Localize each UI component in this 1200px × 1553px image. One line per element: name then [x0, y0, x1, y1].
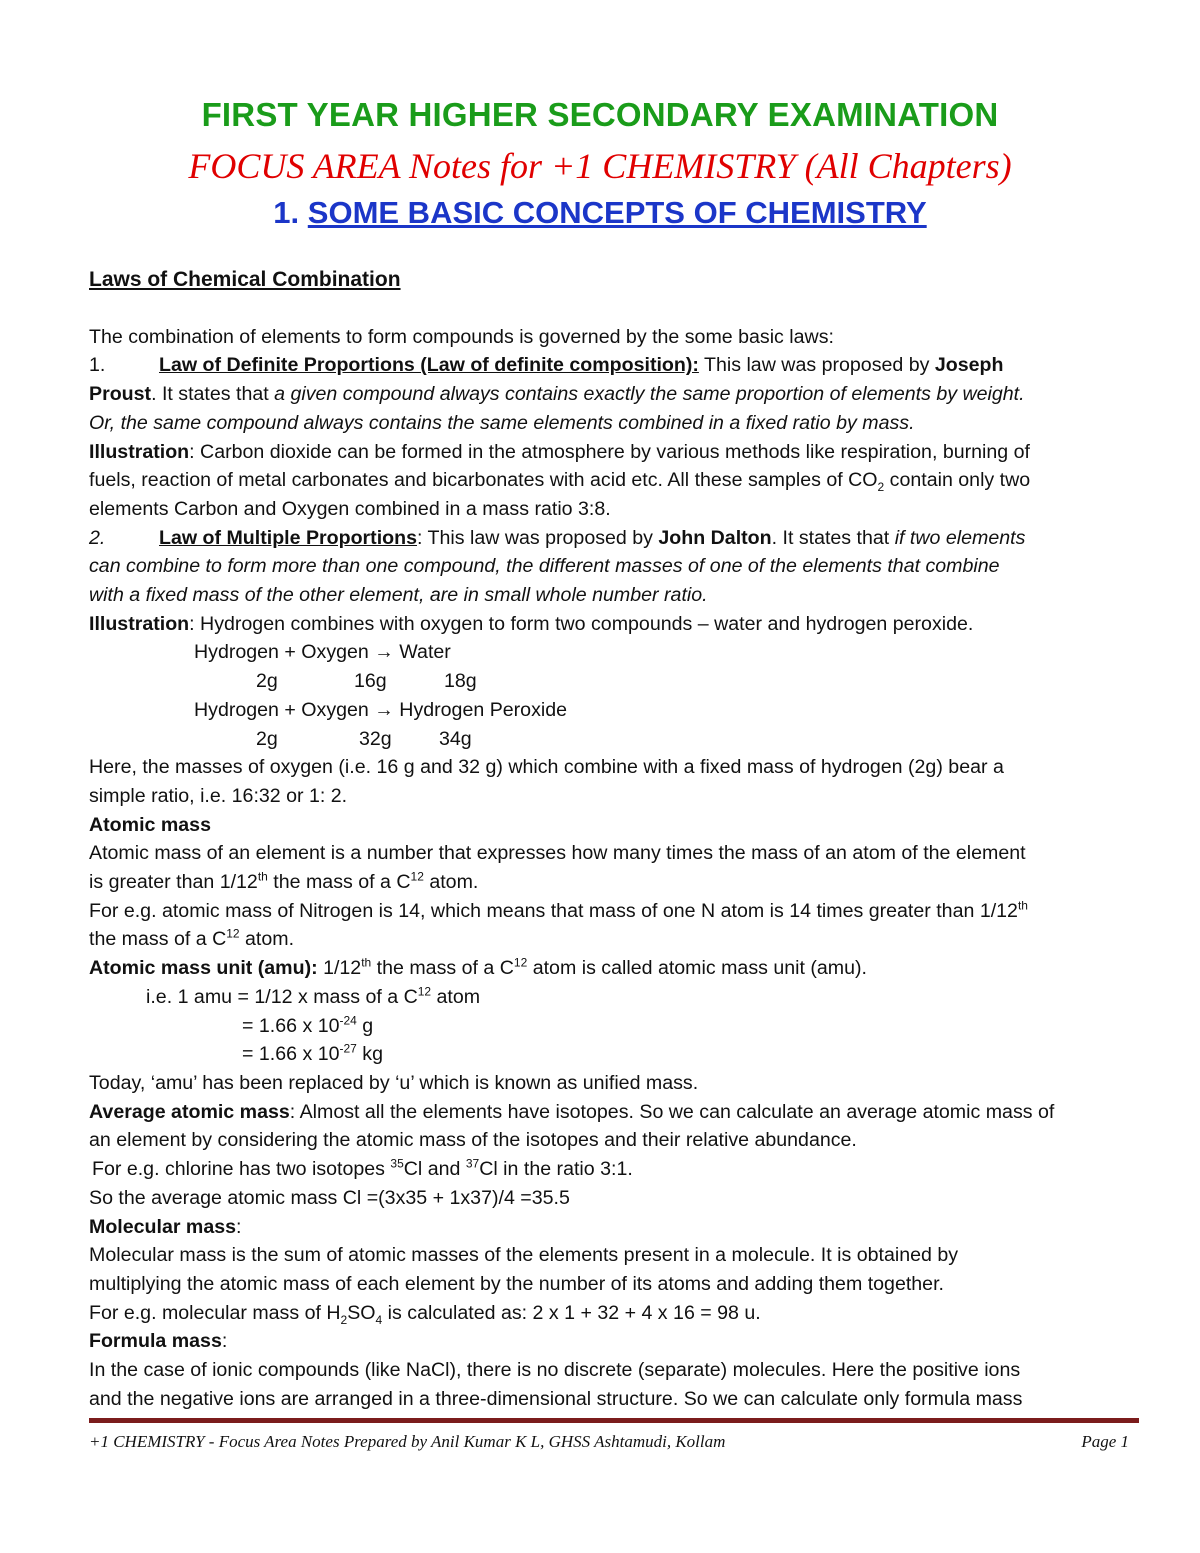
th-sup: th	[257, 869, 268, 884]
formula-def2: and the negative ions are arranged in a three-dimensional structure. So we can calculate only formula mass	[89, 1387, 1023, 1410]
law1-statement2: Or, the same compound always contains the same elements combined in a fixed ratio by mass.	[89, 411, 915, 434]
law2-statement3: with a fixed mass of the other element, are in small whole number ratio.	[89, 584, 708, 607]
law1-illustration	[89, 438, 1139, 467]
sup-35: 35	[390, 1156, 404, 1171]
amu-note: Today, ‘amu’ has been replaced by ‘u’ which is known as unified mass.	[89, 1071, 699, 1094]
mol-ex-text: For e.g. molecular mass of H	[89, 1301, 341, 1324]
equation-water-masses	[89, 667, 1139, 696]
c12-sup: 12	[410, 869, 424, 884]
law1-line2	[89, 380, 1139, 409]
law1-line3	[89, 409, 1139, 438]
formula-def: In the case of ionic compounds (like NaCl), there is no discrete (separate) molecules. Here the positive ions	[89, 1359, 1021, 1382]
atomic-mass-def: Atomic mass of an element is a number that expresses how many times the mass of an atom of the element	[89, 842, 1026, 865]
am-text-a: is greater than 1/12	[89, 871, 258, 894]
sub-2: 2	[340, 1312, 348, 1327]
amu-eq1	[89, 983, 1139, 1012]
am-example-text3: atom.	[239, 928, 295, 951]
law2-statement: if two elements	[894, 526, 1026, 549]
law2-line1	[89, 524, 1139, 553]
exp-24: -24	[339, 1013, 357, 1028]
mass-water: 18g	[444, 670, 477, 693]
amu-text3: atom is called atomic mass unit (amu).	[527, 957, 867, 980]
atomic-mass-heading	[89, 811, 1139, 840]
am-text-c: atom.	[423, 871, 479, 894]
amu-eq2-unit: g	[356, 1014, 374, 1037]
amu-def	[89, 954, 1139, 983]
molecular-def2: multiplying the atomic mass of each element by the number of its atoms and adding them together.	[89, 1272, 944, 1295]
law1-person-b: Proust	[89, 383, 152, 406]
law2-number: 2.	[89, 526, 106, 549]
amu-eq2-text: = 1.66 x 10	[242, 1014, 340, 1037]
law1-number: 1.	[89, 354, 106, 377]
amu-eq3-unit: kg	[356, 1043, 383, 1066]
law1-illus-text: : Carbon dioxide can be formed in the atmosphere by various methods like respiration, burning of	[189, 440, 1030, 463]
exam-title: FIRST YEAR HIGHER SECONDARY EXAMINATION	[201, 96, 999, 133]
law1-text: This law was proposed by	[698, 354, 935, 377]
amu-text2: the mass of a C	[371, 957, 514, 980]
law1-text2: . It states that	[151, 383, 275, 406]
law2-line2	[89, 552, 1139, 581]
body-content	[89, 266, 1139, 1413]
intro-text: The combination of elements to form compounds is governed by the some basic laws:	[89, 325, 834, 348]
avg-ex-text2: Cl and	[403, 1158, 466, 1181]
avg-def	[89, 1098, 1139, 1127]
avg-def2: an element by considering the atomic mass of the isotopes and their relative abundance.	[89, 1129, 857, 1152]
law2-illus-text: : Hydrogen combines with oxygen to form two compounds – water and hydrogen peroxide.	[189, 612, 974, 635]
c12-sup: 12	[513, 955, 528, 970]
page-number: Page 1	[1081, 1432, 1129, 1451]
amu-eq3	[89, 1040, 1139, 1069]
amu-eq1-end: atom	[431, 985, 481, 1008]
molecular-heading	[89, 1213, 1139, 1242]
law1-illus-line2	[89, 466, 1139, 495]
equation-peroxide: Hydrogen + Oxygen → Hydrogen Peroxide	[194, 698, 568, 721]
mass-oxygen: 32g	[359, 727, 392, 750]
formula-heading	[89, 1327, 1139, 1356]
atomic-mass-label: Atomic mass	[89, 813, 211, 836]
law2-conclusion2: simple ratio, i.e. 16:32 or 1: 2.	[89, 784, 348, 807]
law1-illus-line3: elements Carbon and Oxygen combined in a mass ratio 3:8.	[89, 497, 611, 520]
sub-4: 4	[375, 1312, 383, 1327]
amu-label: Atomic mass unit (amu):	[89, 957, 318, 980]
law2-text: : This law was proposed by	[416, 526, 659, 549]
notes-subtitle: FOCUS AREA Notes for +1 CHEMISTRY (All Chapters)	[188, 146, 1012, 186]
law2-conclusion: Here, the masses of oxygen (i.e. 16 g and 32 g) which combine with a fixed mass of hydrogen (2g) bear a	[89, 756, 1004, 779]
molecular-colon: :	[236, 1215, 242, 1238]
mass-hydrogen: 2g	[256, 670, 278, 693]
c12-sup: 12	[226, 926, 240, 941]
page-footer	[89, 1432, 1139, 1452]
am-example-text: For e.g. atomic mass of Nitrogen is 14, which means that mass of one N atom is 14 times greater than 1/12	[89, 899, 1018, 922]
law1-illus-text2b: contain only two	[884, 469, 1031, 492]
formula-colon: :	[221, 1330, 228, 1353]
mol-ex-so: SO	[347, 1301, 376, 1324]
avg-ex-text: For e.g. chlorine has two isotopes	[92, 1158, 391, 1181]
avg-label: Average atomic mass	[89, 1100, 290, 1123]
amu-eq2	[89, 1012, 1139, 1041]
section-heading: Laws of Chemical Combination	[89, 268, 401, 291]
chapter-number: 1.	[273, 195, 300, 230]
amu-text1: 1/12	[317, 957, 362, 980]
atomic-mass-def2	[89, 868, 1139, 897]
mass-hydrogen: 2g	[256, 727, 278, 750]
law2-line3	[89, 581, 1139, 610]
th-sup: th	[361, 955, 372, 970]
footer-credit: +1 CHEMISTRY - Focus Area Notes Prepared by Anil Kumar K L, GHSS Ashtamudi, Kollam	[89, 1432, 726, 1451]
chapter-name: SOME BASIC CONCEPTS OF CHEMISTRY	[307, 195, 927, 230]
mol-ex-calc: is calculated as: 2 x 1 + 32 + 4 x 16 = 98 u.	[382, 1301, 761, 1324]
law2-illustration	[89, 610, 1139, 639]
sup-37: 37	[465, 1156, 480, 1171]
law2-title: Law of Multiple Proportions	[159, 526, 417, 549]
mass-peroxide: 34g	[439, 727, 472, 750]
equation-peroxide-masses	[89, 725, 1139, 754]
law2-person: John Dalton	[658, 526, 772, 549]
avg-ex-text3: Cl in the ratio 3:1.	[479, 1158, 633, 1181]
law1-illus-label: Illustration	[89, 440, 190, 463]
mass-oxygen: 16g	[354, 670, 387, 693]
molecular-def: Molecular mass is the sum of atomic masses of the elements present in a molecule. It is obtained by	[89, 1244, 959, 1267]
avg-text1: : Almost all the elements have isotopes. So we can calculate an average atomic mass of	[289, 1100, 1055, 1123]
formula-label: Formula mass	[89, 1330, 222, 1353]
law2-statement2: can combine to form more than one compound, the different masses of one of the elements that combine	[89, 555, 1000, 578]
law1-statement: a given compound always contains exactly the same proportion of elements by weight.	[274, 383, 1025, 406]
c12-sup: 12	[417, 984, 432, 999]
exp-27: -27	[339, 1041, 357, 1056]
molecular-example	[89, 1299, 1139, 1328]
atomic-mass-example	[89, 897, 1139, 926]
am-example-text2: the mass of a C	[89, 928, 227, 951]
law2-illus-label: Illustration	[89, 612, 190, 635]
law1-person-a: Joseph	[934, 354, 1004, 377]
amu-eq3-text: = 1.66 x 10	[242, 1043, 340, 1066]
law1-line1	[89, 351, 1139, 380]
avg-example	[89, 1155, 1139, 1184]
law2-text2: . It states that	[771, 526, 895, 549]
am-text-b: the mass of a C	[267, 871, 411, 894]
chapter-title	[0, 195, 1200, 231]
co2-subscript: 2	[877, 480, 885, 495]
th-sup: th	[1017, 898, 1028, 913]
avg-calc: So the average atomic mass Cl =(3x35 + 1x37)/4 =35.5	[89, 1186, 570, 1209]
atomic-mass-example2	[89, 925, 1139, 954]
equation-water: Hydrogen + Oxygen → Water	[194, 641, 451, 664]
footer-divider	[89, 1418, 1139, 1423]
amu-eq1-text: i.e. 1 amu = 1/12 x mass of a C	[146, 985, 418, 1008]
molecular-label: Molecular mass	[89, 1215, 237, 1238]
law1-illus-text2: fuels, reaction of metal carbonates and bicarbonates with acid etc. All these samples of CO	[89, 469, 878, 492]
law1-title: Law of Definite Proportions (Law of definite composition):	[159, 354, 699, 377]
